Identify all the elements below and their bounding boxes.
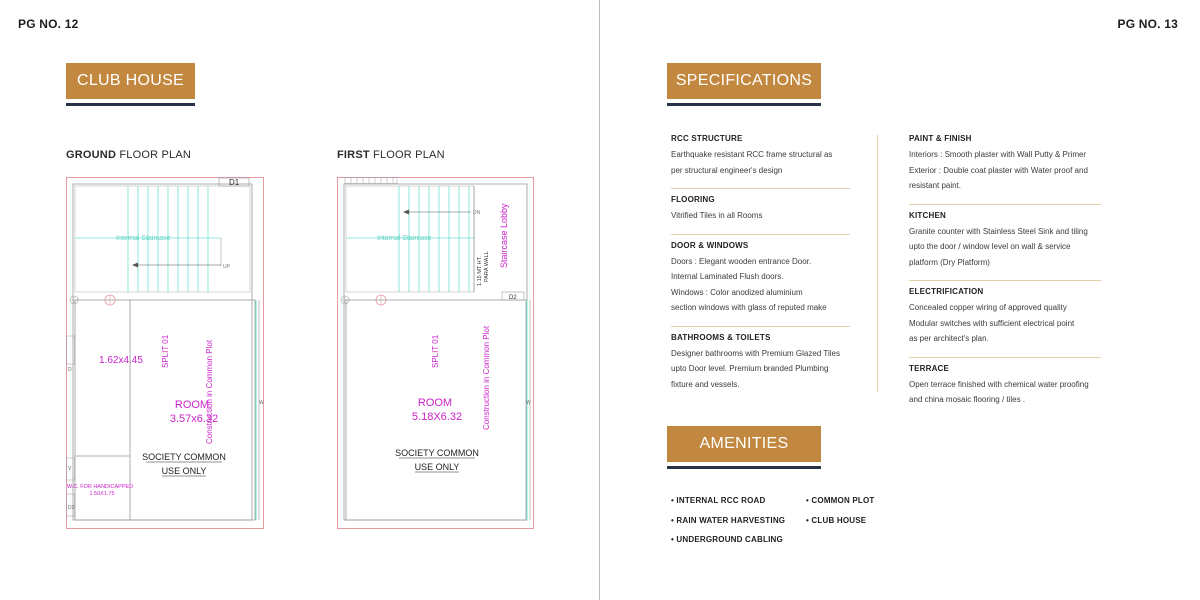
amenity-item: • INTERNAL RCC ROAD	[671, 496, 766, 505]
amenities-heading: AMENITIES	[667, 426, 821, 462]
first-w-label: W	[526, 400, 531, 406]
ground-stair-label: Internal Staircase	[116, 235, 171, 242]
spec-rcc-structure: RCC STRUCTURE Earthquake resistant RCC frame structural as per structural engineer's design	[671, 128, 850, 189]
staircase-lobby-label: Staircase Lobby	[499, 203, 509, 268]
amenity-item: • CLUB HOUSE	[806, 515, 867, 525]
first-floor-plan	[337, 176, 534, 530]
ground-w-label: W	[259, 400, 264, 406]
spec-flooring: FLOORING Vitrified Tiles in all Rooms	[671, 189, 850, 235]
specifications-heading: SPECIFICATIONS	[667, 63, 821, 99]
first-room-label: ROOM	[417, 397, 453, 409]
wc-label-1: W.C. FOR HANDICAPPED	[66, 484, 134, 490]
spec-column-left	[671, 128, 850, 402]
ground-floor-plan	[66, 176, 264, 530]
spec-electrification: ELECTRIFICATION Concealed copper wiring of approved quality Modular switches with sufficient electrical point as per architect's plan.	[909, 281, 1101, 358]
page-number-right: PG NO. 13	[1117, 17, 1178, 31]
first-stair-label: Internal Staircase	[377, 235, 432, 242]
amenities-list-right	[806, 496, 875, 535]
ground-room-label: ROOM	[174, 399, 210, 411]
spec-paint-finish: PAINT & FINISH Interiors : Smooth plaster with Wall Putty & Primer Exterior : Double coat plaster with Water proof and resistant paint.	[909, 128, 1101, 205]
ground-floor-title: GROUND FLOOR PLAN	[66, 149, 192, 161]
specifications-heading-underline	[667, 103, 821, 106]
spec-bathrooms-toilets: BATHROOMS & TOILETS Designer bathrooms with Premium Glazed Tiles upto Door level. Premium branded Plumbing fixture and vessels.	[671, 332, 840, 389]
spec-kitchen: KITCHEN Granite counter with Stainless Steel Sink and tiling upto the door / window level on wall & service platform (Dry Platform)	[909, 205, 1101, 282]
club-house-heading: CLUB HOUSE	[66, 63, 195, 99]
door-d1-label: D1	[229, 178, 240, 187]
ground-room-size: 3.57x6.32	[169, 413, 219, 425]
amenities-list-left	[671, 496, 785, 555]
spec-column-divider	[877, 135, 878, 392]
amenity-item: • UNDERGROUND CABLING	[671, 535, 783, 544]
first-construction-label: Construction in Common Plot	[482, 325, 491, 430]
first-d2-label: D2	[509, 295, 517, 301]
ground-small-room-size: 1.62x4.45	[99, 355, 143, 366]
club-house-heading-underline	[66, 103, 195, 106]
ground-d2-label: D2	[68, 505, 75, 511]
amenities-heading-underline	[667, 466, 821, 469]
ground-up-label: UP	[223, 264, 230, 270]
first-society-label-2: USE ONLY	[414, 462, 460, 472]
amenity-item: • RAIN WATER HARVESTING	[671, 515, 786, 525]
spec-terrace: TERRACE Open terrace finished with chemical water proofing and china mosaic flooring / tiles .	[909, 363, 1089, 404]
first-split-label: SPLIT 01	[431, 334, 440, 368]
spec-door-windows: DOOR & WINDOWS Doors : Elegant wooden entrance Door. Internal Laminated Flush doors. Windows : Color anodized aluminium section windows with glass of reputed make	[671, 235, 850, 327]
ground-construction-label: Construction in Common Plot	[205, 339, 214, 444]
wc-label-2: 1.50X1.75	[89, 491, 115, 497]
amenity-item: • COMMON PLOT	[806, 496, 875, 505]
first-society-label-1: SOCIETY COMMON	[395, 448, 479, 458]
para-wall-label-2: PARA WALL	[484, 251, 490, 282]
ground-d-label: D	[68, 367, 72, 373]
first-floor-title: FIRST FLOOR PLAN	[337, 149, 445, 161]
ground-v-label: V	[68, 466, 72, 472]
ground-society-label-2: USE ONLY	[161, 466, 207, 476]
first-dn-label: DN	[473, 210, 481, 216]
ground-society-label-1: SOCIETY COMMON	[142, 452, 226, 462]
ground-split-label: SPLIT 01	[161, 334, 170, 368]
page-number-left: PG NO. 12	[18, 17, 79, 31]
para-wall-label-1: 1.15 MT HT.	[477, 256, 483, 286]
spec-column-right	[909, 128, 1101, 418]
first-room-size: 5.18X6.32	[411, 411, 463, 423]
